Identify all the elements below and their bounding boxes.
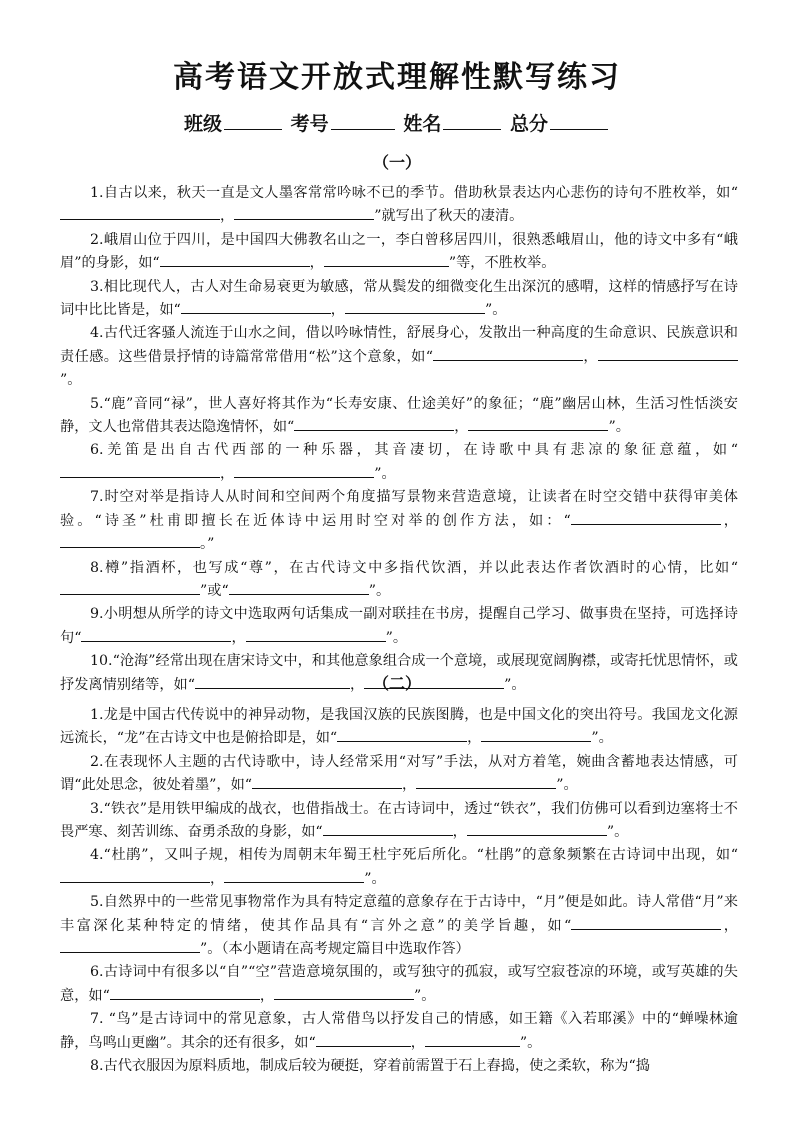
question-item: 6.羌笛是出自古代西部的一种乐器，其音凄切，在诗歌中具有悲凉的象征意蕴，如“， ”。 <box>60 439 738 486</box>
question-item: 2.在表现怀人主题的古代诗歌中，诗人经常采用“对写”手法，从对方着笔，婉曲含蓄地表达情感，可谓“此处思念，彼处着墨”，如“ ， ”。 <box>60 753 738 794</box>
name-blank <box>443 110 501 130</box>
name-label: 姓名 <box>403 113 442 135</box>
question-item: 8.樽”指酒杯，也写成“尊”，在古代诗文中多指代饮酒，并以此表达作者饮酒时的心情，比如“”或“ ”。 <box>60 557 738 604</box>
question-item: 8.古代衣服因为原料质地，制成后较为硬挺，穿着前需置于石上舂捣，使之柔软，称为“捣 <box>90 1058 650 1075</box>
section-heading-2: （二） <box>372 674 421 693</box>
student-info-line <box>0 110 794 137</box>
exam-number-blank <box>331 110 395 130</box>
score-label: 总分 <box>509 113 548 135</box>
question-item: 10.“沧海”经常出现在唐宋诗文中，和其他意象组合成一个意境，或展现宽阔胸襟，或寄托忧思情怀，或抒发离情别绪等，如“ ， ”。 <box>60 653 738 693</box>
question-item: 4.古代迁客骚人流连于山水之间，借以吟咏情性，舒展身心，发散出一种高度的生命意识、民族意识和责任感。这些借景抒情的诗篇常常借用“松”这个意象，如“ ，”。 <box>60 325 738 389</box>
class-label: 班级 <box>184 113 223 135</box>
question-item: 5.“鹿”音同“禄”，世人喜好将其作为“长寿安康、仕途美好”的象征；“鹿”幽居山林，生活习性恬淡安静，文人也常借其表达隐逸情怀，如“ ， ”。 <box>60 395 738 436</box>
question-item: 9.小明想从所学的诗文中选取两句话集成一副对联挂在书房，提醒自己学习、做事贵在坚持，可选择诗句“ ， ”。 <box>60 606 738 646</box>
question-item: 3.“铁衣”是用铁甲编成的战衣，也借指战士。在古诗词中，透过“铁衣”，我们仿佛可以看到边塞将士不畏严寒、刻苦训练、奋勇杀敌的身影，如“ ， ”。 <box>60 800 738 841</box>
question-item: 7. “鸟”是古诗词中的常见意象，古人常借鸟以抒发自己的情感，如王籍《入若耶溪》中的“蝉噪林逾静，鸟鸣山更幽”。其余的还有很多，如“ ， ”。 <box>60 1011 738 1051</box>
question-item: 1.自古以来，秋天一直是文人墨客常常吟咏不已的季节。借助秋景表达内心悲伤的诗句不胜枚举，如“， ”就写出了秋天的凄清。 <box>60 182 738 229</box>
question-item: 5.自然界中的一些常见事物常作为具有特定意蕴的意象存在于古诗中，“月”便是如此。诗人常借“月”来丰富深化某种特定的情绪，使其作品具有“言外之意”的美学旨趣，如“ ，”。（本小题请在高考规定篇目中选取作答） <box>60 894 738 958</box>
question-item: 2.峨眉山位于四川，是中国四大佛教名山之一，李白曾移居四川，很熟悉峨眉山，他的诗文中多有“峨眉”的身影，如“ ， ”等，不胜枚举。 <box>60 231 738 272</box>
section-2-questions <box>60 704 738 1079</box>
exam-number-label: 考号 <box>290 113 329 135</box>
question-item: 7.时空对举是指诗人从时间和空间两个角度描写景物来营造意境，让读者在时空交错中获得审美体验。“诗圣”杜甫即擅长在近体诗中运用时空对举的创作方法，如：“ ，。” <box>60 489 738 553</box>
question-item: 3.相比现代人，古人对生命易衰更为敏感，常从鬓发的细微变化生出深沉的感喟，这样的情感抒写在诗词中比比皆是，如“ ， ”。 <box>60 278 738 319</box>
class-blank <box>224 110 282 130</box>
page-title: 高考语文开放式理解性默写练习 <box>173 60 621 95</box>
section-heading-1: （一） <box>372 153 421 172</box>
question-item: 4.“杜鹃”，又叫子规，相传为周朝末年蜀王杜宇死后所化。“杜鹃”的意象频繁在古诗词中出现，如“， ”。 <box>60 844 738 891</box>
score-blank <box>550 110 608 130</box>
question-item: 1.龙是中国古代传说中的神异动物，是我国汉族的民族图腾，也是中国文化的突出符号。我国龙文化源远流长，“龙”在古诗文中也是俯拾即是，如“ ， ”。 <box>60 707 738 747</box>
section-1-questions <box>60 182 738 697</box>
question-item: 6.古诗词中有很多以“自”“空”营造意境氛围的，或写独守的孤寂，或写空寂苍凉的环境，或写英雄的失意，如“ ， ”。 <box>60 964 738 1004</box>
